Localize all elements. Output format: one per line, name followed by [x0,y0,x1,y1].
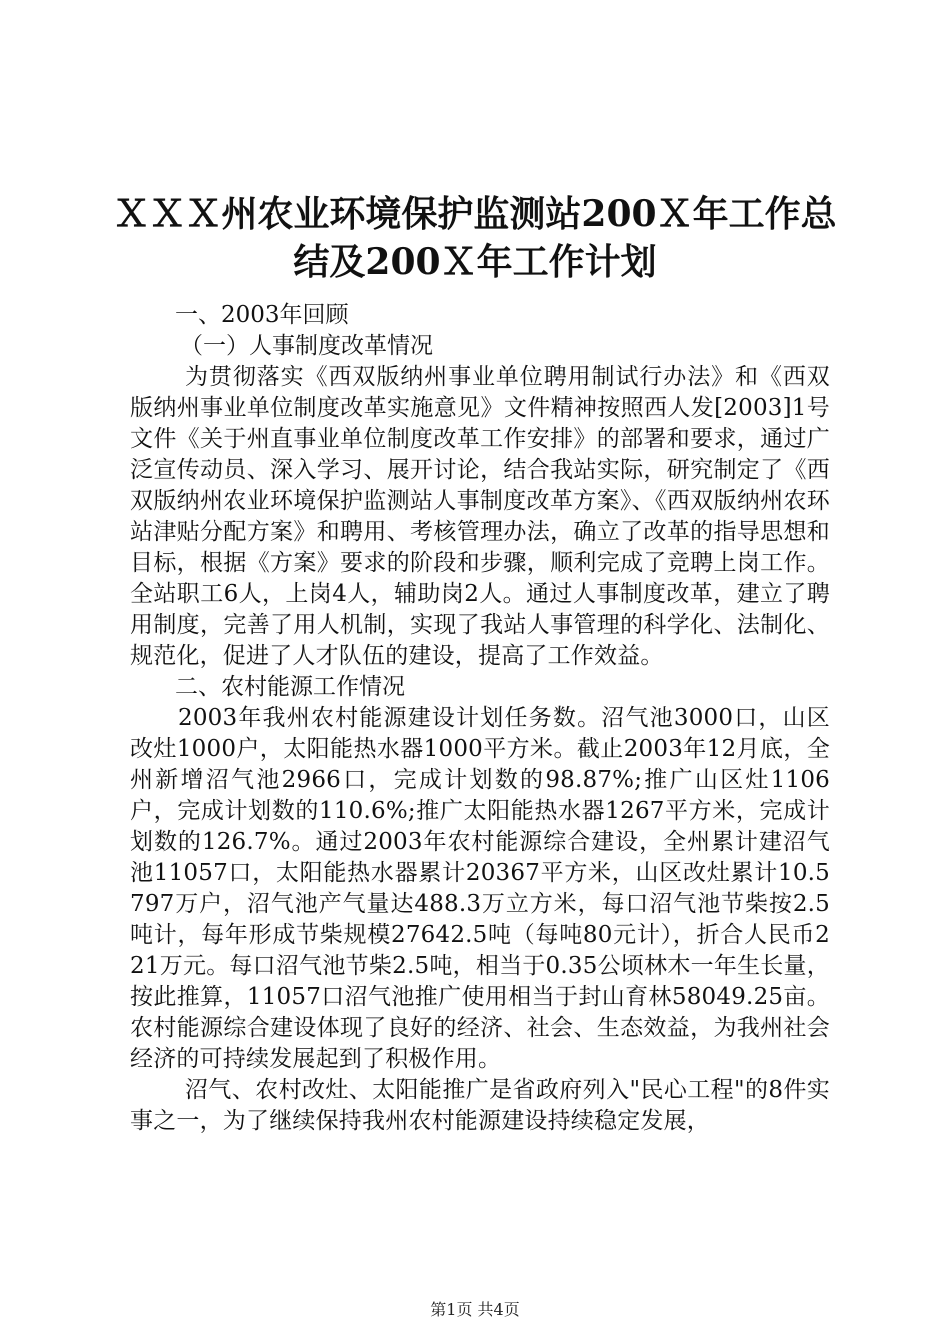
document-title-line-2: 结及200Ｘ年工作计划 [293,241,657,283]
document-body [130,300,830,1137]
paragraph-personnel-reform: 为贯彻落实《西双版纳州事业单位聘用制试行办法》和《西双版纳州事业单位制度改革实施意见》文件精神按照西人发[2003]1号文件《关于州直事业单位制度改革工作安排》的部署和要求，通过广泛宣传动员、深入学习、展开讨论，结合我站实际，研究制定了《西双版纳州农业环境保护监测站人事制度改革方案》、《西双版纳州农环站津贴分配方案》和聘用、考核管理办法，确立了改革的指导思想和目标，根据《方案》要求的阶段和步骤，顺利完成了竞聘上岗工作。全站职工6人，上岗4人，辅助岗2人。通过人事制度改革，建立了聘用制度，完善了用人机制，实现了我站人事管理的科学化、法制化、规范化，促进了人才队伍的建设，提高了工作效益。 [130,364,830,669]
paragraph-rural-energy-continuation: 沼气、农村改灶、太阳能推广是省政府列入"民心工程"的8件实事之一，为了继续保持我州农村能源建设持续稳定发展， [130,1077,830,1134]
document-title-line-1: ＸＸＸ州农业环境保护监测站200Ｘ年工作总 [113,193,837,235]
section-heading-review: 一、2003年回顾 [175,302,349,328]
page-footer: 第1页 共4页 [430,1300,520,1319]
paragraph-rural-energy-stats: 2003年我州农村能源建设计划任务数。沼气池3000口，山区改灶1000户，太阳能热水器1000平方米。截止2003年12月底，全州新增沼气池2966口，完成计划数的98.87%;推广山区灶1106户，完成计划数的110.6%;推广太阳能热水器1267平方米，完成计划数的126.7%。通过2003年农村能源综合建设，全州累计建沼气池11057口，太阳能热水器累计20367平方米，山区改灶累计10.5797万户，沼气池产气量达488.3万立方米，每口沼气池节柴按2.5吨计，每年形成节柴规模27642.5吨（每吨80元计），折合人民币221万元。每口沼气池节柴2.5吨，相当于0.35公顷林木一年生长量，按此推算，11057口沼气池推广使用相当于封山育林58049.25亩。农村能源综合建设体现了良好的经济、社会、生态效益，为我州社会经济的可持续发展起到了积极作用。 [130,705,830,1072]
subsection-heading-personnel-reform: （一）人事制度改革情况 [180,333,433,359]
section-heading-rural-energy: 二、农村能源工作情况 [175,674,405,700]
